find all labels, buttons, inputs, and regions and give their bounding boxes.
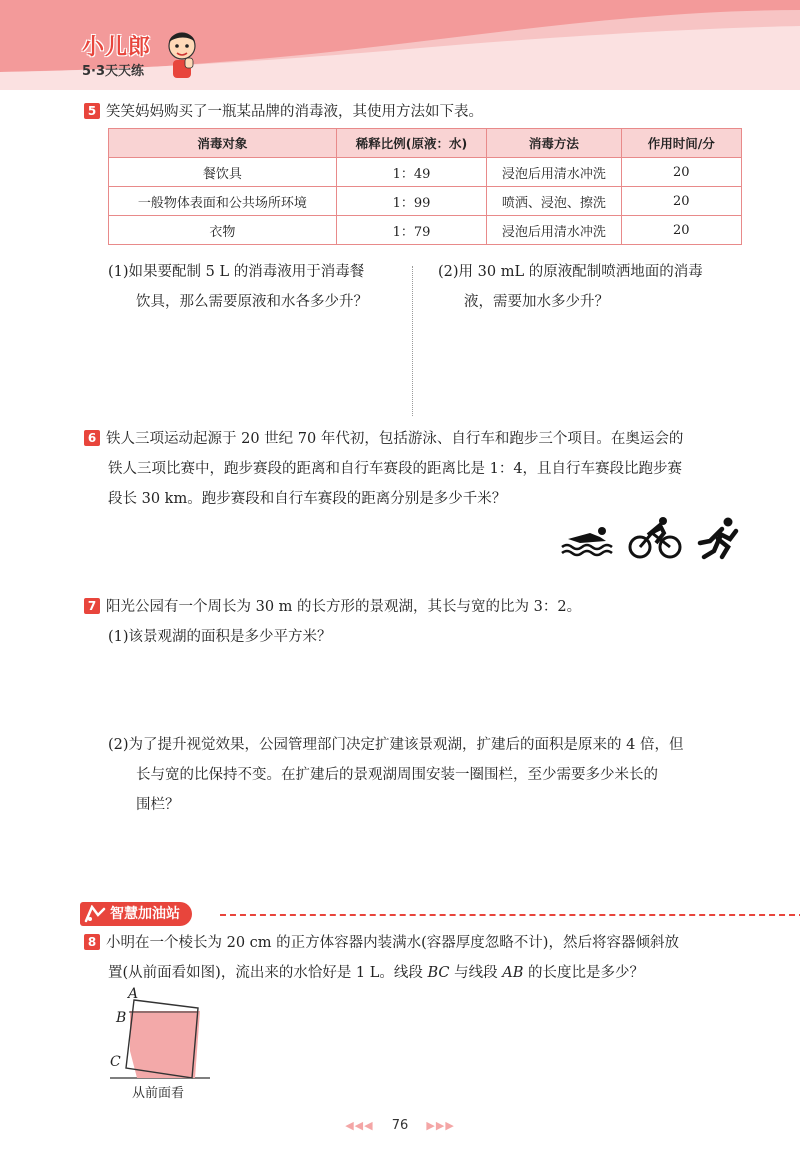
question-7-part-2	[108, 730, 768, 820]
segment-ab: AB	[502, 965, 524, 981]
question-text: 铁人三项运动起源于 20 世纪 70 年代初，包括游泳、自行车和跑步三个项目。在奥运会的	[106, 431, 684, 447]
prev-arrows: ◀◀◀	[345, 1119, 374, 1132]
next-arrows: ▶▶▶	[426, 1119, 455, 1132]
subquestion-line: 长与宽的比保持不变。在扩建后的景观湖周围安装一圈围栏，至少需要多少米长的	[136, 767, 658, 783]
label-b: B	[116, 1010, 127, 1026]
table-cell: 浸泡后用清水冲洗	[487, 216, 621, 245]
subquestion-line: (1)该景观湖的面积是多少平方米？	[108, 629, 332, 645]
label-c: C	[110, 1054, 121, 1070]
question-7	[84, 592, 764, 652]
text-segment: 置(从前面看如图)，流出来的水恰好是 1 L。线段	[108, 965, 428, 981]
question-text: 小明在一个棱长为 20 cm 的正方体容器内装满水(容器厚度忽略不计)，然后将容器倾斜放	[106, 935, 679, 951]
table-cell: 20	[621, 216, 741, 245]
table-header-cell: 作用时间/分	[621, 129, 741, 158]
text-segment: 的长度比是多少？	[523, 965, 644, 981]
table-cell: 1：49	[336, 158, 486, 187]
table-row	[109, 158, 742, 187]
table-row	[109, 216, 742, 245]
subquestion-line: (1)如果要配制 5 L 的消毒液用于消毒餐	[108, 264, 365, 280]
label-a: A	[128, 986, 139, 1002]
question-number: 8	[84, 934, 100, 950]
table-header-cell: 消毒对象	[109, 129, 337, 158]
table-cell: 餐饮具	[109, 158, 337, 187]
question-6	[84, 424, 764, 514]
question-number: 7	[84, 598, 100, 614]
page-footer	[0, 1118, 800, 1133]
question-5-part-2	[438, 257, 758, 317]
mascot-icon	[165, 28, 199, 80]
segment-bc: BC	[427, 965, 450, 981]
logo-subtitle: 5·3天天练	[82, 64, 145, 79]
run-icon	[700, 518, 736, 558]
question-5	[84, 97, 483, 127]
subquestion-line: 液，需要加水多少升？	[464, 294, 609, 310]
question-text: 笑笑妈妈购买了一瓶某品牌的消毒液，其使用方法如下表。	[106, 104, 483, 120]
question-text: 段长 30 km。跑步赛段和自行车赛段的距离分别是多少千米？	[108, 491, 507, 507]
logo-title: 小儿郎	[82, 35, 152, 60]
table-row	[109, 187, 742, 216]
question-text	[84, 958, 764, 988]
disinfectant-table	[108, 128, 742, 245]
page-number: 76	[391, 1118, 409, 1133]
section-tag	[80, 902, 192, 926]
fuel-icon	[84, 905, 106, 923]
subquestion-line: 饮具，那么需要原液和水各多少升？	[136, 294, 368, 310]
question-5-part-1	[108, 257, 404, 317]
section-title: 智慧加油站	[110, 906, 180, 922]
question-number: 6	[84, 430, 100, 446]
figure-caption: 从前面看	[132, 1086, 185, 1101]
column-divider	[412, 266, 413, 416]
question-text: 铁人三项比赛中，跑步赛段的距离和自行车赛段的距离比是 1：4，且自行车赛段比跑步赛	[108, 461, 683, 477]
swim-icon	[562, 527, 612, 555]
subquestion-line: (2)为了提升视觉效果，公园管理部门决定扩建该景观湖，扩建后的面积是原来的 4 倍，但	[108, 737, 684, 753]
subquestion-line: 围栏？	[136, 797, 180, 813]
table-cell: 衣物	[109, 216, 337, 245]
triathlon-icons	[560, 515, 745, 560]
banner-dashed-line	[220, 914, 800, 916]
table-header-cell: 稀释比例(原液：水)	[336, 129, 486, 158]
question-text: 阳光公园有一个周长为 30 m 的长方形的景观湖，其长与宽的比为 3：2。	[106, 599, 582, 615]
question-8	[84, 928, 764, 988]
question-number: 5	[84, 103, 100, 119]
table-cell: 1：79	[336, 216, 486, 245]
table-header-row	[109, 129, 742, 158]
bike-icon	[630, 517, 680, 557]
subquestion-line: (2)用 30 mL 的原液配制喷洒地面的消毒	[438, 264, 703, 280]
section-banner	[80, 902, 750, 928]
table-cell: 一般物体表面和公共场所环境	[109, 187, 337, 216]
table-cell: 浸泡后用清水冲洗	[487, 158, 621, 187]
table-cell: 1：99	[336, 187, 486, 216]
table-cell: 20	[621, 158, 741, 187]
text-segment: 与线段	[449, 965, 503, 981]
table-header-cell: 消毒方法	[487, 129, 621, 158]
table-cell: 20	[621, 187, 741, 216]
table-cell: 喷洒、浸泡、擦洗	[487, 187, 621, 216]
